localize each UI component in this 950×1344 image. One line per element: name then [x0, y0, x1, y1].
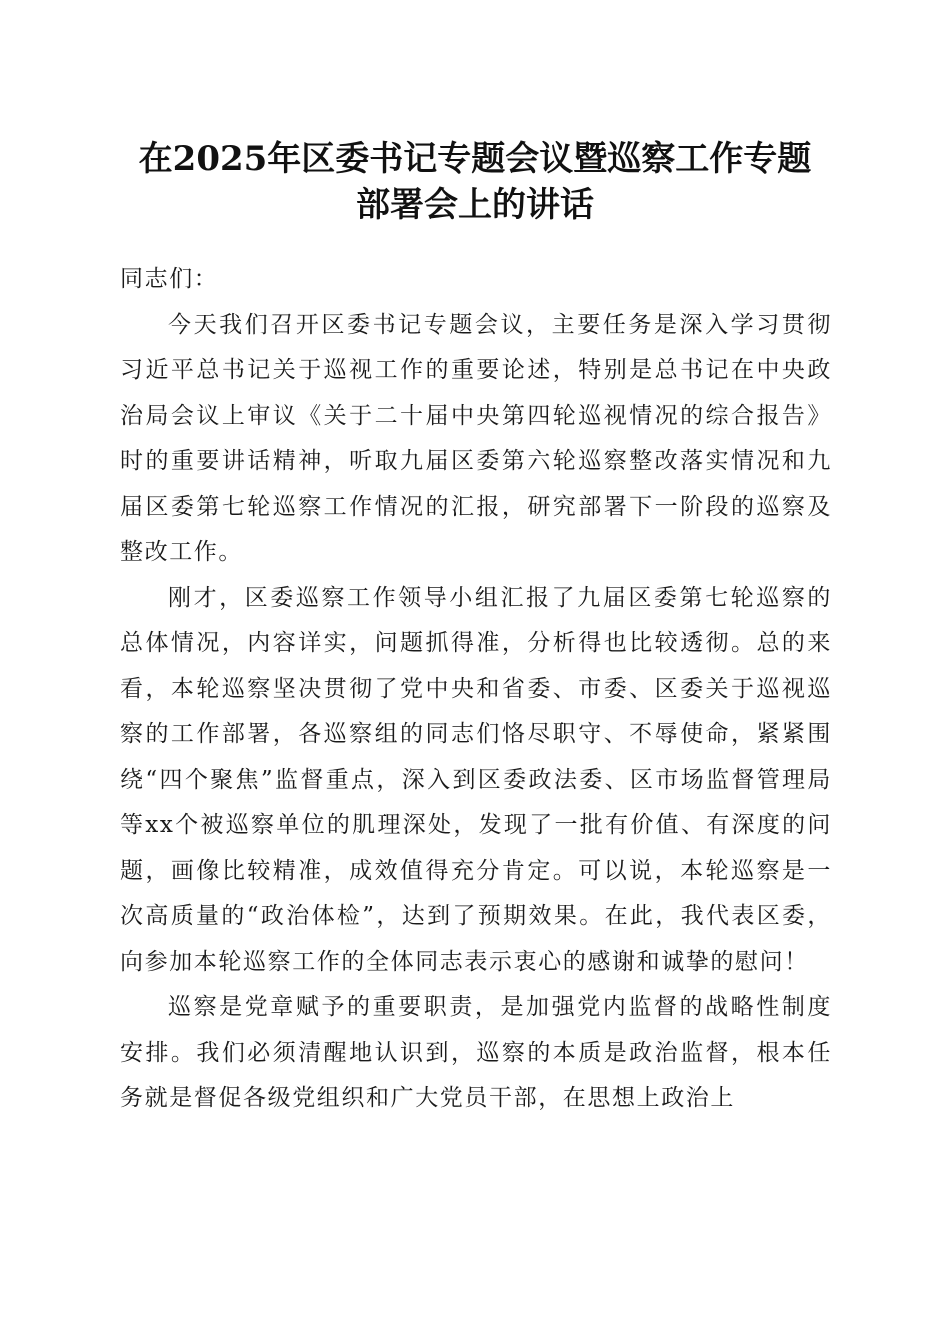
- paragraph-1: 今天我们召开区委书记专题会议，主要任务是深入学习贯彻习近平总书记关于巡视工作的重要论述，特别是总书记在中央政治局会议上审议《关于二十届中央第四轮巡视情况的综合报告》时的重要讲话精神，听取九届区委第六轮巡察整改落实情况和九届区委第七轮巡察工作情况的汇报，研究部署下一阶段的巡察及整改工作。: [120, 311, 832, 565]
- paragraph-3: 巡察是党章赋予的重要职责，是加强党内监督的战略性制度安排。我们必须清醒地认识到，巡察的本质是政治监督，根本任务就是督促各级党组织和广大党员干部，在思想上政治上: [120, 994, 832, 1111]
- paragraph-2: 刚才，区委巡察工作领导小组汇报了九届区委第七轮巡察的总体情况，内容详实，问题抓得准，分析得也比较透彻。总的来看，本轮巡察坚决贯彻了党中央和省委、市委、区委关于巡视巡察的工作部署，各巡察组的同志们恪尽职守、不辱使命，紧紧围绕“四个聚焦”监督重点，深入到区委政法委、区市场监督管理局等xx个被巡察单位的肌理深处，发现了一批有价值、有深度的问题，画像比较精准，成效值得充分肯定。可以说，本轮巡察是一次高质量的“政治体检”，达到了预期效果。在此，我代表区委，向参加本轮巡察工作的全体同志表示衷心的感谢和诚挚的慰问！: [120, 584, 832, 975]
- document-title: [100, 136, 850, 228]
- title-line-1: 在2025年区委书记专题会议暨巡察工作专题: [138, 139, 812, 179]
- document-body: [120, 257, 832, 1122]
- title-line-2: 部署会上的讲话: [356, 185, 594, 225]
- salutation: 同志们：: [120, 266, 219, 292]
